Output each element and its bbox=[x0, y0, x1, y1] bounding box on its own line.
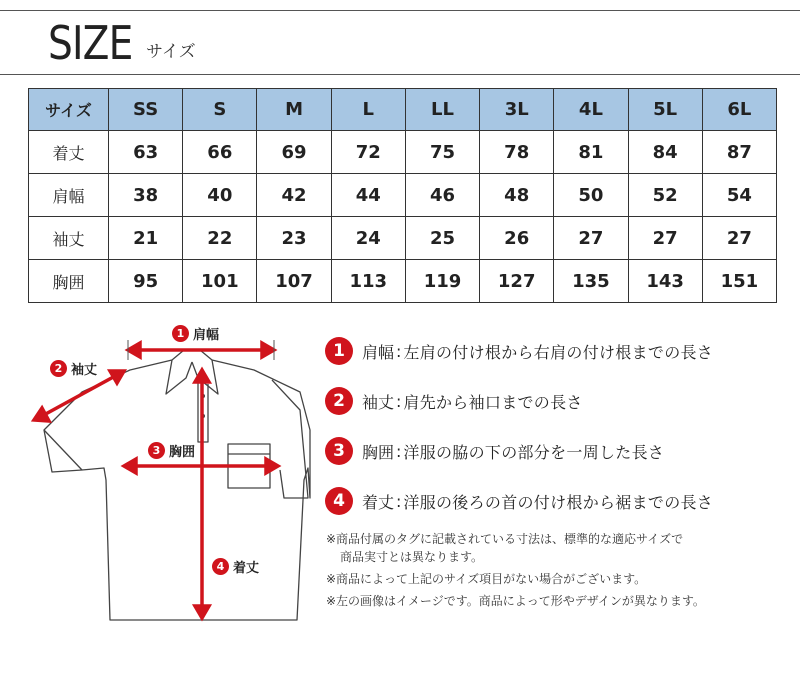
table-cell: 135 bbox=[554, 260, 628, 303]
header-cell: M bbox=[257, 89, 331, 131]
table-cell: 26 bbox=[480, 217, 554, 260]
legend-desc: 洋服の脇の下の部分を一周した長さ bbox=[403, 442, 665, 462]
legend-sep: : bbox=[396, 341, 402, 361]
table-cell: 46 bbox=[405, 174, 479, 217]
legend-item bbox=[325, 386, 795, 416]
page-title bbox=[48, 18, 196, 68]
table-cell: 119 bbox=[405, 260, 479, 303]
row-label: 胸囲 bbox=[29, 260, 109, 303]
diagram-text: 肩幅 bbox=[193, 328, 220, 343]
note-1-line1: ※商品付属のタグに記載されている寸法は、標準的な適応サイズで bbox=[326, 532, 684, 546]
diagram-text: 胸囲 bbox=[169, 445, 196, 460]
legend-name: 袖丈 bbox=[362, 392, 395, 412]
notes bbox=[326, 530, 786, 614]
header-cell: SS bbox=[109, 89, 183, 131]
sleeve-arrow bbox=[42, 375, 117, 416]
header-cell: サイズ bbox=[29, 89, 109, 131]
table-row bbox=[29, 217, 777, 260]
table-cell: 84 bbox=[628, 131, 702, 174]
table-cell: 27 bbox=[702, 217, 776, 260]
legend-item bbox=[325, 436, 795, 466]
table-cell: 66 bbox=[183, 131, 257, 174]
diagram-num: 2 bbox=[50, 360, 67, 377]
title-main: SIZE bbox=[48, 16, 133, 70]
legend-desc: 左肩の付け根から右肩の付け根までの長さ bbox=[403, 342, 714, 362]
legend-name: 肩幅 bbox=[362, 342, 395, 362]
legend-num: 1 bbox=[325, 337, 353, 365]
legend-sep: : bbox=[396, 441, 402, 461]
header-cell: LL bbox=[405, 89, 479, 131]
note-3: ※左の画像はイメージです。商品によって形やデザインが異なります。 bbox=[326, 594, 705, 608]
shirt-body-outline bbox=[44, 360, 310, 620]
header-cell: 3L bbox=[480, 89, 554, 131]
table-cell: 23 bbox=[257, 217, 331, 260]
size-table bbox=[28, 88, 777, 303]
table-cell: 38 bbox=[109, 174, 183, 217]
table-cell: 87 bbox=[702, 131, 776, 174]
table-cell: 127 bbox=[480, 260, 554, 303]
table-cell: 54 bbox=[702, 174, 776, 217]
table-cell: 81 bbox=[554, 131, 628, 174]
table-cell: 143 bbox=[628, 260, 702, 303]
diagram-label-chest bbox=[148, 441, 195, 460]
table-cell: 75 bbox=[405, 131, 479, 174]
legend-num: 2 bbox=[325, 387, 353, 415]
legend-name: 胸囲 bbox=[362, 442, 395, 462]
shirt-collar bbox=[166, 350, 218, 394]
table-cell: 21 bbox=[109, 217, 183, 260]
table-cell: 101 bbox=[183, 260, 257, 303]
table-cell: 69 bbox=[257, 131, 331, 174]
legend-desc: 洋服の後ろの首の付け根から裾までの長さ bbox=[403, 492, 714, 512]
diagram-text: 袖丈 bbox=[71, 363, 98, 378]
table-cell: 63 bbox=[109, 131, 183, 174]
row-label: 着丈 bbox=[29, 131, 109, 174]
legend-num: 4 bbox=[325, 487, 353, 515]
row-label: 肩幅 bbox=[29, 174, 109, 217]
legend-item bbox=[325, 486, 795, 516]
diagram-text: 着丈 bbox=[233, 561, 260, 576]
diagram-num: 1 bbox=[172, 325, 189, 342]
shirt-left-sleeve-hem bbox=[44, 430, 82, 470]
header-cell: 4L bbox=[554, 89, 628, 131]
table-cell: 25 bbox=[405, 217, 479, 260]
table-cell: 48 bbox=[480, 174, 554, 217]
table-header-row bbox=[29, 89, 777, 131]
note-1-line2: 商品実寸とは異なります。 bbox=[340, 550, 484, 564]
measurement-legend bbox=[325, 336, 795, 536]
table-cell: 42 bbox=[257, 174, 331, 217]
table-cell: 40 bbox=[183, 174, 257, 217]
diagram-label-length bbox=[212, 557, 259, 576]
legend-desc: 肩先から袖口までの長さ bbox=[403, 392, 583, 412]
table-row bbox=[29, 174, 777, 217]
table-cell: 72 bbox=[331, 131, 405, 174]
note-2: ※商品によって上記のサイズ項目がない場合がございます。 bbox=[326, 572, 647, 586]
legend-item bbox=[325, 336, 795, 366]
table-cell: 52 bbox=[628, 174, 702, 217]
top-rule bbox=[0, 10, 800, 11]
diagram-label-shoulder bbox=[172, 324, 219, 343]
table-cell: 78 bbox=[480, 131, 554, 174]
title-rule bbox=[0, 74, 800, 75]
legend-sep: : bbox=[396, 391, 402, 411]
shirt-right-sleeve bbox=[272, 380, 308, 498]
legend-name: 着丈 bbox=[362, 492, 395, 512]
title-sub: サイズ bbox=[146, 42, 196, 62]
legend-num: 3 bbox=[325, 437, 353, 465]
table-cell: 151 bbox=[702, 260, 776, 303]
table-cell: 113 bbox=[331, 260, 405, 303]
table-cell: 24 bbox=[331, 217, 405, 260]
header-cell: 5L bbox=[628, 89, 702, 131]
header-cell: L bbox=[331, 89, 405, 131]
measure-arrows bbox=[34, 343, 278, 618]
table-row bbox=[29, 260, 777, 303]
table-cell: 107 bbox=[257, 260, 331, 303]
legend-sep: : bbox=[396, 491, 402, 511]
table-row bbox=[29, 131, 777, 174]
note-1 bbox=[326, 530, 786, 566]
table-cell: 22 bbox=[183, 217, 257, 260]
table-cell: 44 bbox=[331, 174, 405, 217]
table-cell: 27 bbox=[554, 217, 628, 260]
diagram-num: 4 bbox=[212, 558, 229, 575]
header-cell: S bbox=[183, 89, 257, 131]
header-cell: 6L bbox=[702, 89, 776, 131]
table-cell: 95 bbox=[109, 260, 183, 303]
table-cell: 50 bbox=[554, 174, 628, 217]
diagram-num: 3 bbox=[148, 442, 165, 459]
table-cell: 27 bbox=[628, 217, 702, 260]
row-label: 袖丈 bbox=[29, 217, 109, 260]
diagram-label-sleeve bbox=[50, 359, 97, 378]
